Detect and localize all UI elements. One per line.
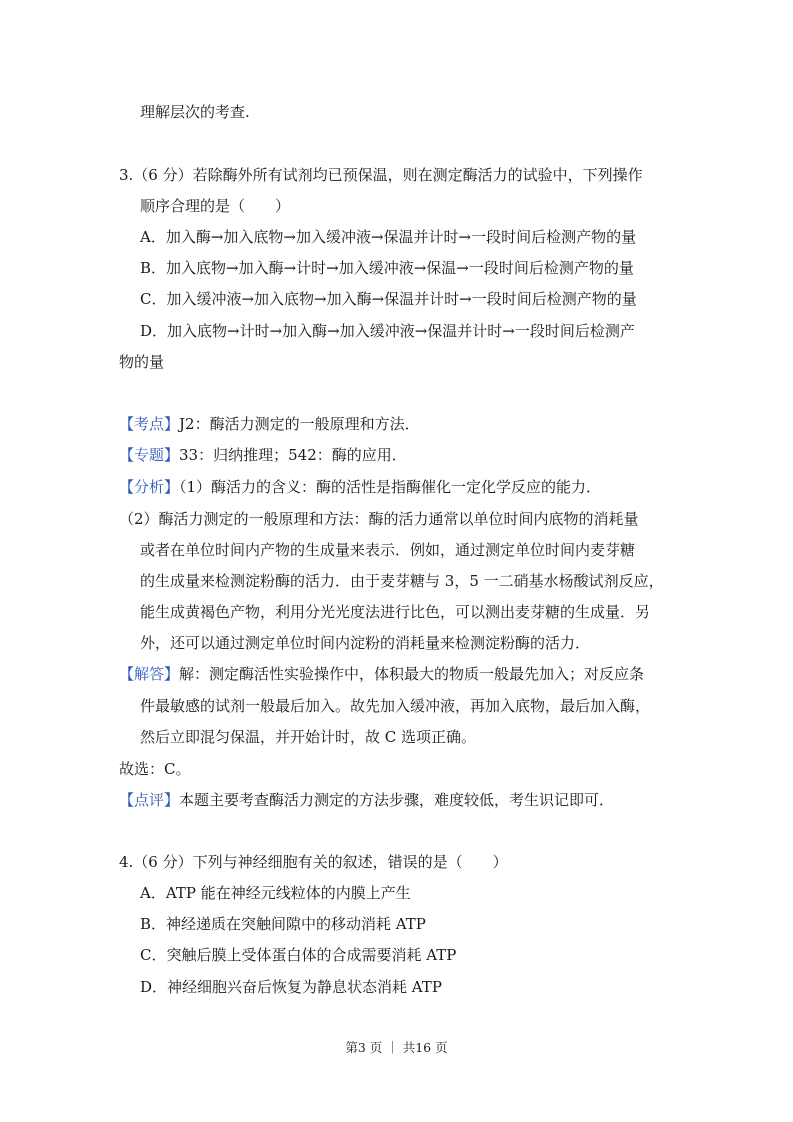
fenxi-tag: 【分析】 [119,478,180,496]
zhuanti-tag: 【专题】 [119,446,180,464]
jieda-row [119,663,644,685]
q3-option-a: A．加入酶→加入底物→加入缓冲液→保温并计时→一段时间后检测产物的量 [140,228,637,246]
kaodian-tag: 【考点】 [119,415,180,433]
fenxi-line-4: 能生成黄褐色产物，利用分光光度法进行比色，可以测出麦芽糖的生成量．另 [140,603,651,621]
q3-stem-line1: 3.（6 分）若除酶外所有试剂均已预保温，则在测定酶活力的试验中，下列操作 [119,166,643,184]
jieda-text: 解：测定酶活性实验操作中，体积最大的物质一般最先加入；对反应条 [179,665,645,683]
fenxi-line-3: 的生成量来检测淀粉酶的活力．由于麦芽糖与 3，5 一二硝基水杨酸试剂反应， [140,572,664,590]
q3-option-d-cont: 物的量 [119,353,165,371]
q3-option-c: C．加入缓冲液→加入底物→加入酶→保温并计时→一段时间后检测产物的量 [140,290,637,308]
q3-stem-line2: 顺序合理的是（ ） [140,197,291,215]
q4-option-d: D．神经细胞兴奋后恢复为静息状态消耗 ATP [140,978,442,996]
q3-option-d: D．加入底物→计时→加入酶→加入缓冲液→保温并计时→一段时间后检测产 [140,322,635,340]
jieda-tag: 【解答】 [119,665,180,683]
q3-answer: 故选：C。 [119,760,191,778]
zhuanti-text: 33：归纳推理；542：酶的应用． [179,446,407,464]
dianping-tag: 【点评】 [119,791,180,809]
page-footer: 第3 页 ｜ 共16 页 [345,1040,448,1055]
q3-option-b: B．加入底物→加入酶→计时→加入缓冲液→保温→一段时间后检测产物的量 [140,259,634,277]
kaodian-text: J2：酶活力测定的一般原理和方法． [179,415,420,433]
zhuanti-row [119,444,407,466]
fenxi-line-5: 外，还可以通过测定单位时间内淀粉的消耗量来检测淀粉酶的活力． [140,634,591,652]
jieda-line-3: 然后立即混匀保温，并开始计时，故 C 选项正确。 [140,728,477,746]
q4-stem: 4.（6 分）下列与神经细胞有关的叙述，错误的是（ ） [119,853,508,871]
fenxi-line-2: 或者在单位时间内产物的生成量来表示．例如，通过测定单位时间内麦芽糖 [140,541,636,559]
q4-option-c: C．突触后膜上受体蛋白体的合成需要消耗 ATP [140,946,457,964]
dianping-row [119,789,614,811]
jieda-line-2: 件最敏感的试剂一般最后加入。故先加入缓冲液，再加入底物，最后加入酶， [140,697,651,715]
fenxi-row [119,476,601,498]
previous-question-tail: 理解层次的考查. [140,103,250,121]
fenxi-line-1: （2）酶活力测定的一般原理和方法：酶的活力通常以单位时间内底物的消耗量 [119,510,639,528]
q4-option-a: A．ATP 能在神经元线粒体的内膜上产生 [140,884,411,902]
q4-option-b: B．神经递质在突触间隙中的移动消耗 ATP [140,915,426,933]
dianping-text: 本题主要考查酶活力测定的方法步骤，难度较低，考生识记即可． [179,791,615,809]
fenxi-text: （1）酶活力的含义：酶的活性是指酶催化一定化学反应的能力． [179,478,602,496]
kaodian-row [119,413,420,435]
